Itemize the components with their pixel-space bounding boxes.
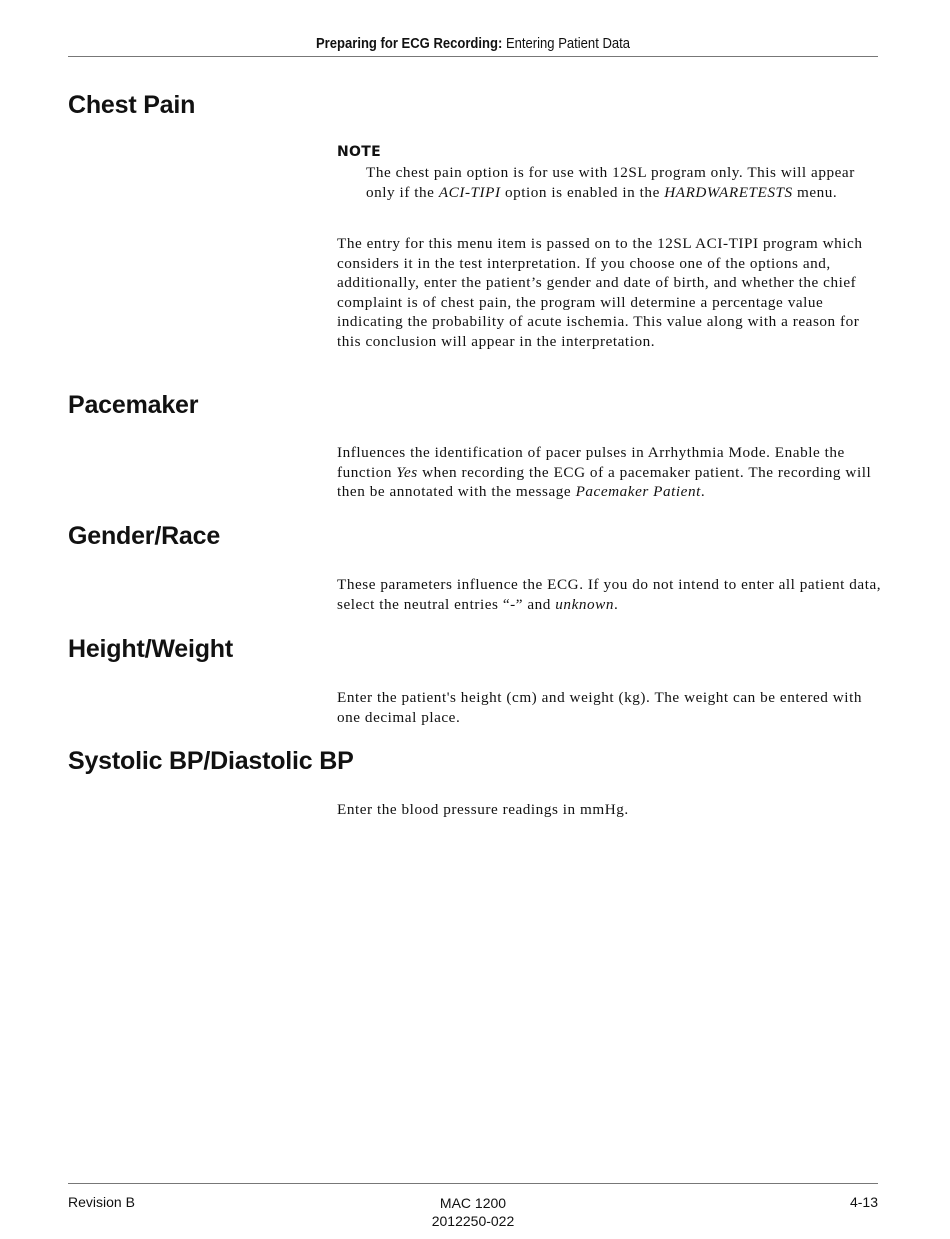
heading-gender-race: Gender/Race [68,522,221,550]
footer-page-number: 4-13 [849,1194,878,1210]
header-section: Entering Patient Data [502,36,631,52]
note-label: NOTE [337,144,381,160]
heading-chest-pain: Chest Pain [68,91,196,119]
footer-revision: Revision B [68,1194,135,1210]
heading-pacemaker: Pacemaker [68,391,199,419]
blood-pressure-description: Enter the blood pressure readings in mmHg. [337,801,629,818]
header-rule [68,56,878,57]
note-text: The chest pain option is for use with 12SL program only. This will appear only if the ACI-TIPI option is enabled in the HARDWARETESTS menu. [366,164,855,201]
header-chapter: Preparing for ECG Recording: [315,36,503,52]
running-header [109,36,838,52]
heading-height-weight: Height/Weight [68,635,233,663]
footer-center [373,1194,573,1230]
footer-model: MAC 1200 [439,1195,507,1211]
chest-pain-description: The entry for this menu item is passed on to the 12SL ACI-TIPI program which considers it in the test interpretation. If you choose one of the options and, additionally, enter the patient’s gender and date of birth, and whether the chief complaint is of chest pain, the program will determine a percentage value indicating the probability of acute ischemia. This value along with a reason for this conclusion will appear in the interpretation. [337,235,863,350]
footer-rule [68,1183,878,1184]
pacemaker-description: Influences the identification of pacer pulses in Arrhythmia Mode. Enable the function Yes when recording the ECG of a pacemaker patient. The recording will then be annotated with the message Pacemaker Patient. [337,444,872,500]
heading-blood-pressure: Systolic BP/Diastolic BP [68,747,354,775]
footer-part-number: 2012250-022 [431,1213,515,1229]
gender-race-description: These parameters influence the ECG. If you do not intend to enter all patient data, select the neutral entries “-” and unknown. [337,576,882,613]
height-weight-description: Enter the patient's height (cm) and weight (kg). The weight can be entered with one decimal place. [337,689,862,726]
